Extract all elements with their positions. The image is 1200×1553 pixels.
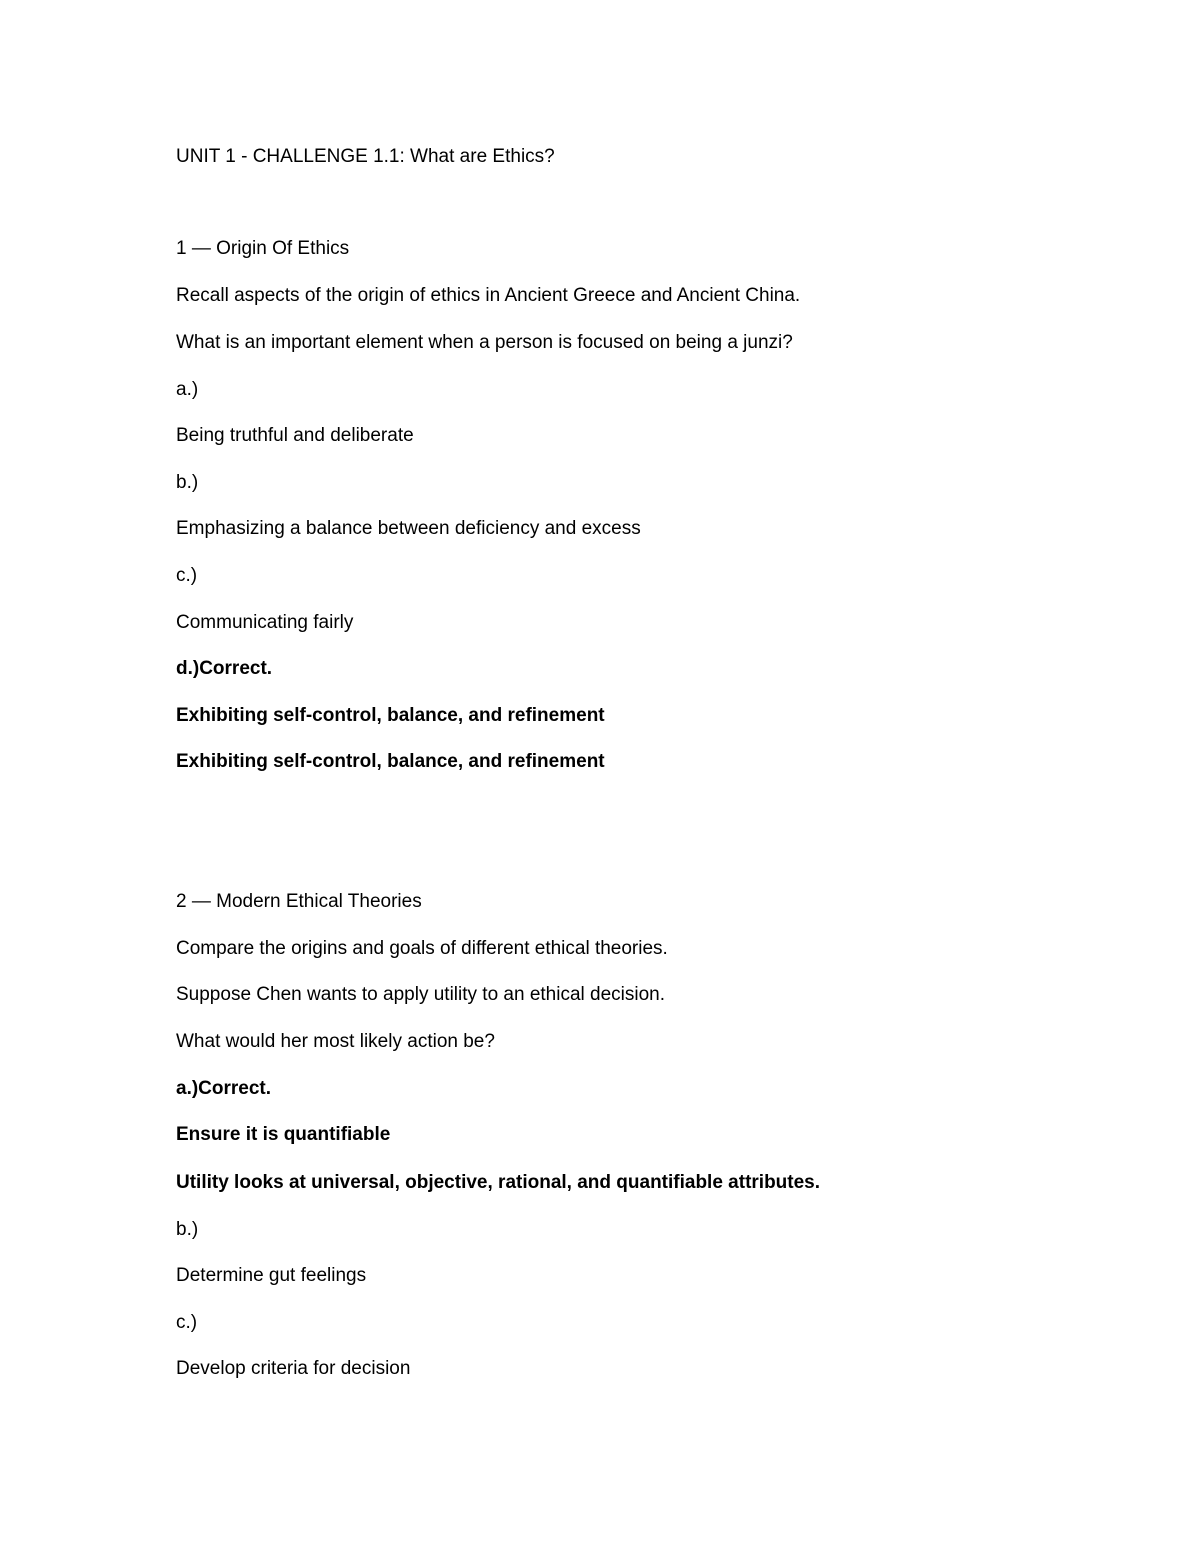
question-2-option-b-label: b.) [176,1219,199,1240]
question-2-option-a-label: a.)Correct. [176,1078,272,1099]
question-1-objective: Recall aspects of the origin of ethics in Ancient Greece and Ancient China. [176,285,801,306]
question-1-prompt: What is an important element when a person is focused on being a junzi? [176,332,793,353]
question-1-option-b-label: b.) [176,472,199,493]
question-1-option-a-label: a.) [176,379,199,400]
question-1-option-a-text: Being truthful and deliberate [176,425,414,446]
question-1-heading: 1 — Origin Of Ethics [176,238,350,259]
question-1-option-c-label: c.) [176,565,198,586]
question-2-objective: Compare the origins and goals of different ethical theories. [176,938,668,959]
question-2-option-a-feedback: Utility looks at universal, objective, rational, and quantifiable attributes. [176,1172,821,1193]
question-2-prompt-line-2: What would her most likely action be? [176,1031,495,1052]
document-title: UNIT 1 - CHALLENGE 1.1: What are Ethics? [176,146,555,167]
question-1-option-d-text: Exhibiting self-control, balance, and refinement [176,705,605,726]
question-2-option-c-label: c.) [176,1312,198,1333]
question-1-option-d-feedback: Exhibiting self-control, balance, and refinement [176,751,605,772]
question-2-option-a-text: Ensure it is quantifiable [176,1124,391,1145]
question-2-option-c-text: Develop criteria for decision [176,1358,411,1379]
question-1-option-b-text: Emphasizing a balance between deficiency and excess [176,518,641,539]
question-2-heading: 2 — Modern Ethical Theories [176,891,422,912]
question-1-option-d-label: d.)Correct. [176,658,273,679]
question-2-option-b-text: Determine gut feelings [176,1265,367,1286]
question-2-prompt-line-1: Suppose Chen wants to apply utility to an ethical decision. [176,984,666,1005]
question-1-option-c-text: Communicating fairly [176,612,354,633]
